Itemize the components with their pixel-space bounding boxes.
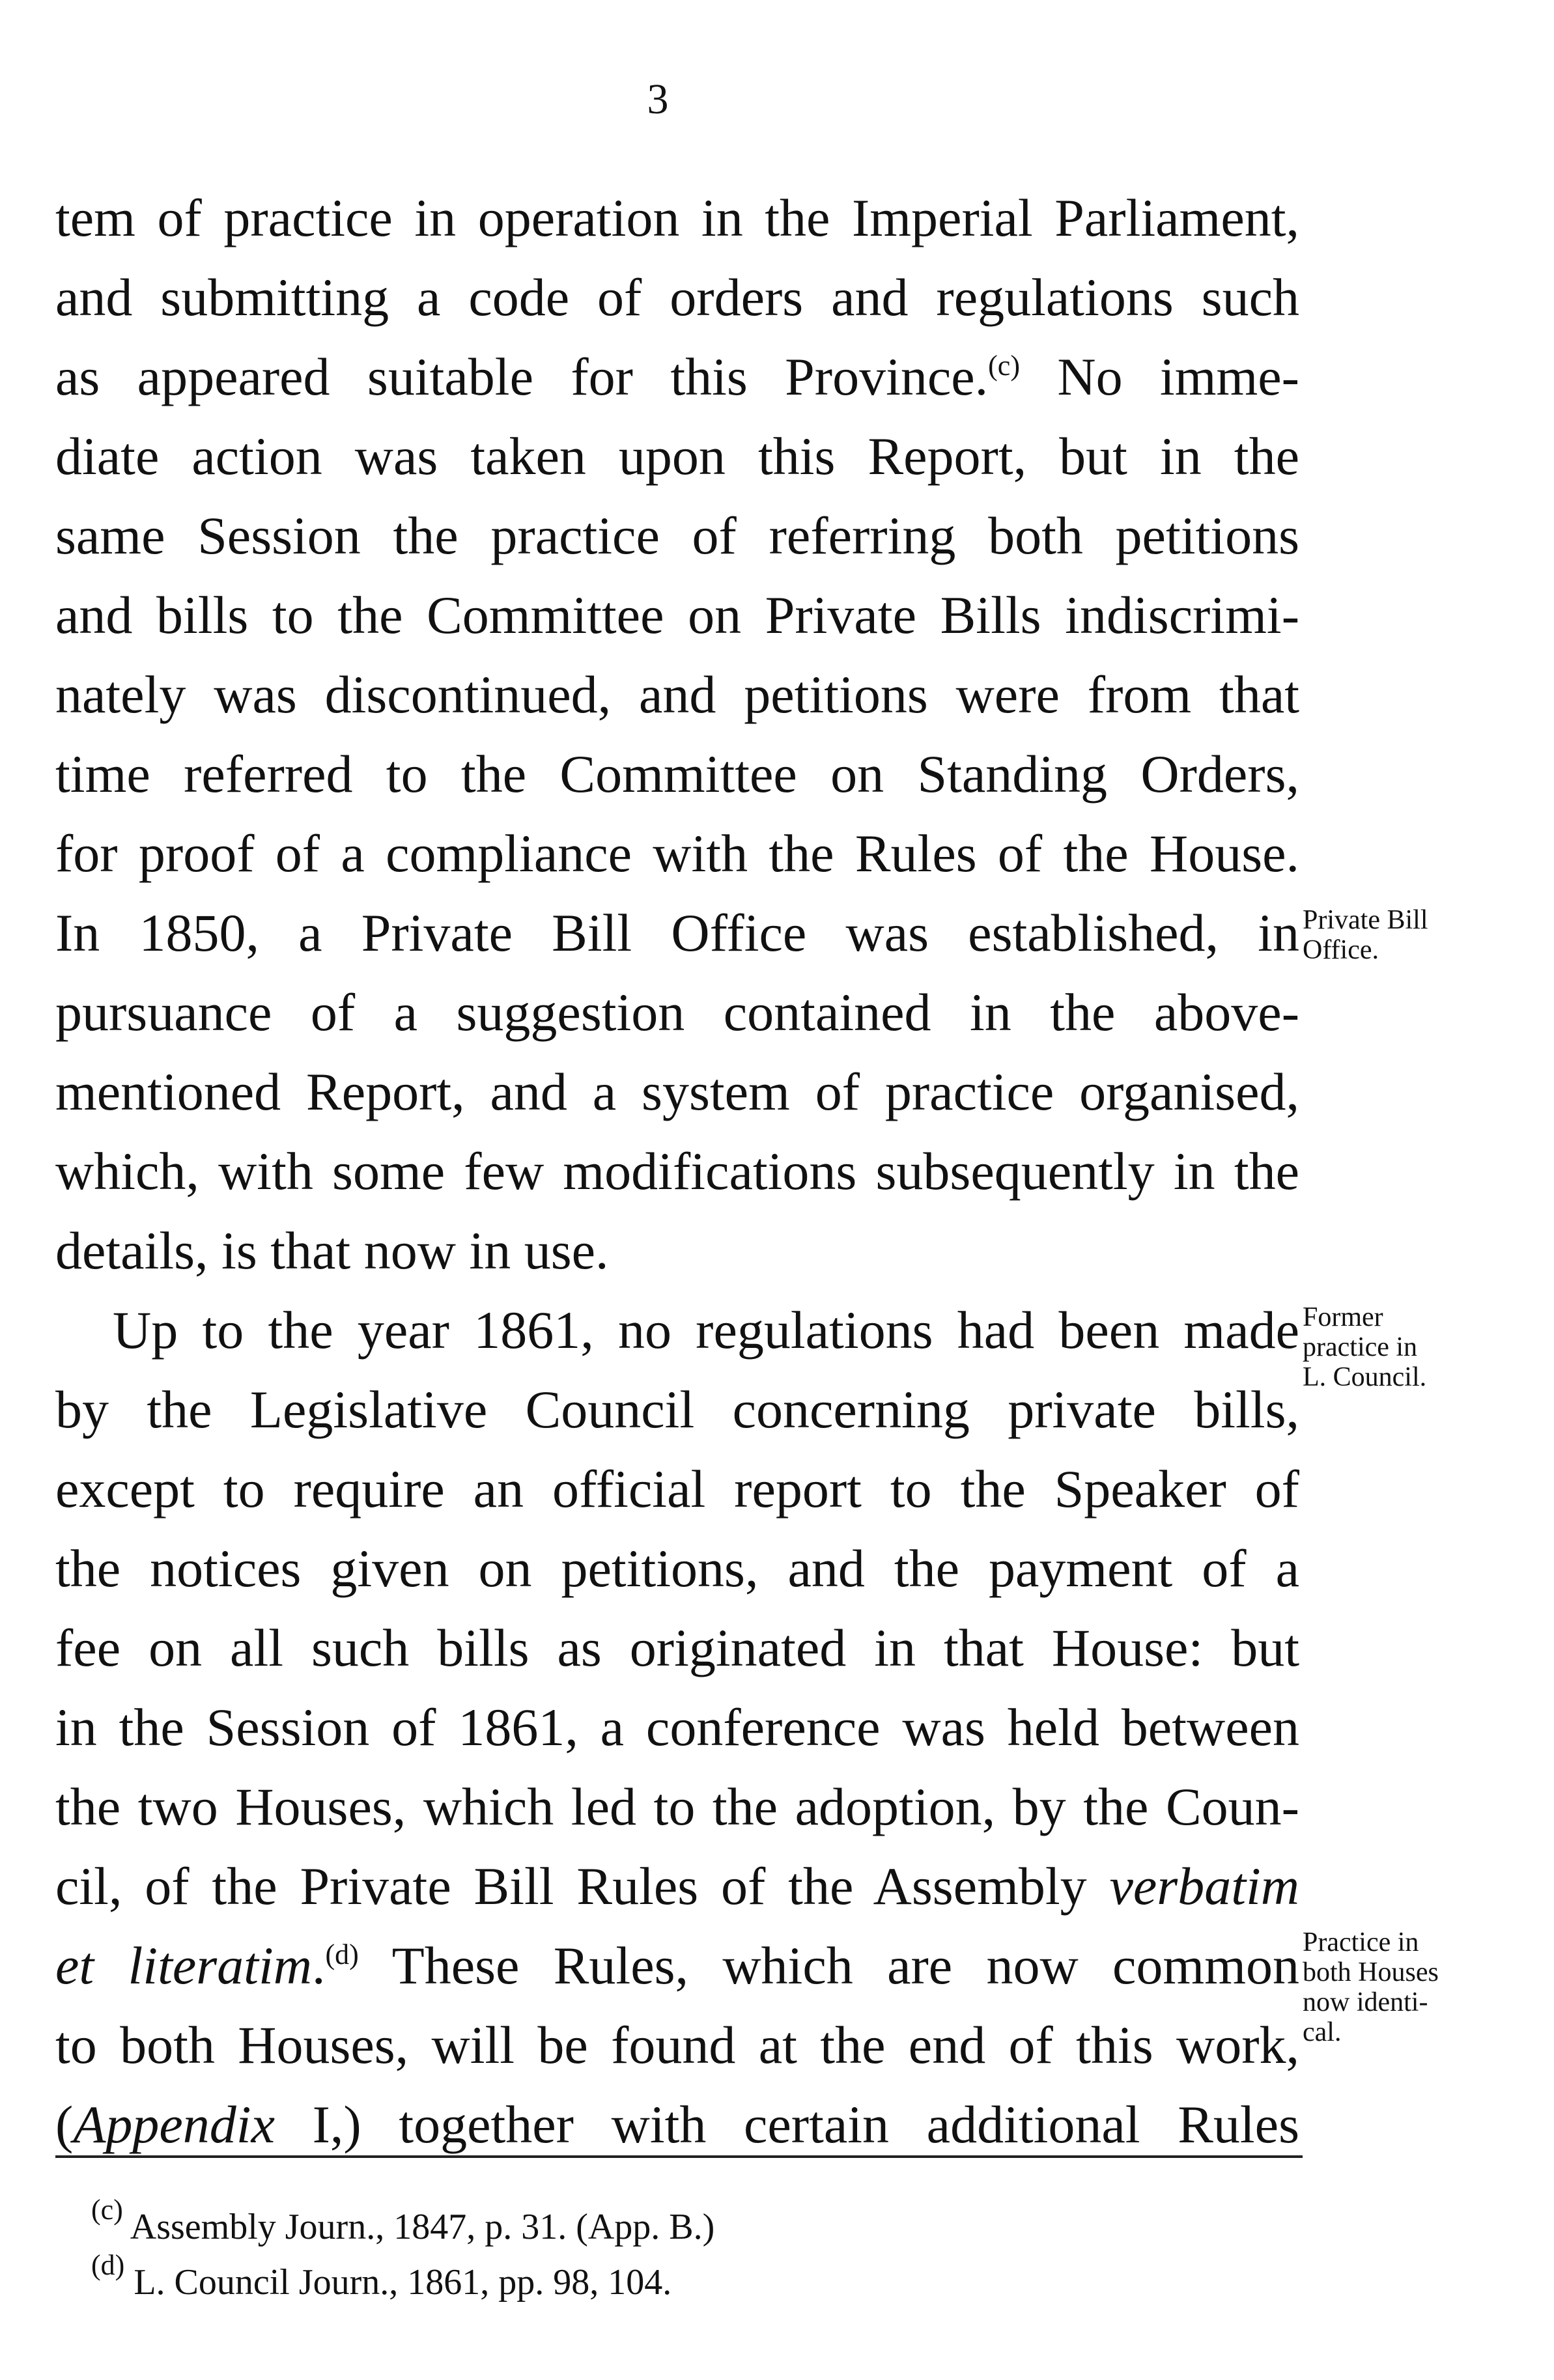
text-line: for proof of a compliance with the Rules of the House. bbox=[55, 824, 1299, 883]
text-line: mentioned Report, and a system of practice organised, bbox=[55, 1062, 1299, 1121]
text-line: the notices given on petitions, and the payment of a bbox=[55, 1539, 1299, 1598]
text-line: time referred to the Committee on Standing Orders, bbox=[55, 744, 1299, 804]
text-line: nately was discontinued, and petitions were from that bbox=[55, 665, 1299, 724]
text-line: the two Houses, which led to the adoption, by the Coun- bbox=[55, 1777, 1299, 1836]
page-number: 3 bbox=[647, 76, 669, 123]
text-line: diate action was taken upon this Report, but in the bbox=[55, 427, 1299, 486]
text-line: et literatim.$^{(d)}$ These Rules, which are now common bbox=[55, 1936, 1299, 1995]
footnote-divider bbox=[55, 2155, 1303, 2158]
text-line: same Session the practice of referring both petitions bbox=[55, 506, 1299, 565]
text-line: as appeared suitable for this Province.$^{(c)}$ No imme- bbox=[55, 347, 1299, 406]
text-line: by the Legislative Council concerning private bills, bbox=[55, 1380, 1299, 1439]
text-line: except to require an official report to the Speaker of bbox=[55, 1459, 1299, 1519]
text-line: which, with some few modifications subsequently in the bbox=[55, 1141, 1299, 1201]
text-line: details, is that now in use. bbox=[55, 1221, 609, 1280]
margin-note: Private Bill Office. bbox=[1303, 905, 1428, 965]
footnote: $^{(c)}$ Assembly Journ., 1847, p. 31. (App. B.) bbox=[91, 2194, 715, 2247]
margin-note: Former practice in L. Council. bbox=[1303, 1302, 1427, 1392]
text-line: tem of practice in operation in the Imperial Parliament, bbox=[55, 188, 1299, 247]
text-line: In 1850, a Private Bill Office was established, in bbox=[55, 903, 1299, 962]
text-line: (Appendix I,) together with certain additional Rules bbox=[55, 2095, 1299, 2154]
footnote: $^{(d)}$ L. Council Journ., 1861, pp. 98, 104. bbox=[91, 2249, 672, 2303]
text-line: in the Session of 1861, a conference was held between bbox=[55, 1698, 1299, 1757]
text-line: Up to the year 1861, no regulations had been made bbox=[113, 1300, 1299, 1360]
margin-note: Practice in both Houses now identi- cal. bbox=[1303, 1927, 1439, 2047]
text-line: cil, of the Private Bill Rules of the Assembly verbatim bbox=[55, 1856, 1299, 1916]
text-line: and submitting a code of orders and regulations such bbox=[55, 268, 1299, 327]
text-line: fee on all such bills as originated in that House: but bbox=[55, 1618, 1299, 1677]
text-line: to both Houses, will be found at the end of this work, bbox=[55, 2015, 1299, 2075]
text-line: and bills to the Committee on Private Bills indiscrimi- bbox=[55, 585, 1299, 645]
text-line: pursuance of a suggestion contained in the above- bbox=[55, 983, 1299, 1042]
